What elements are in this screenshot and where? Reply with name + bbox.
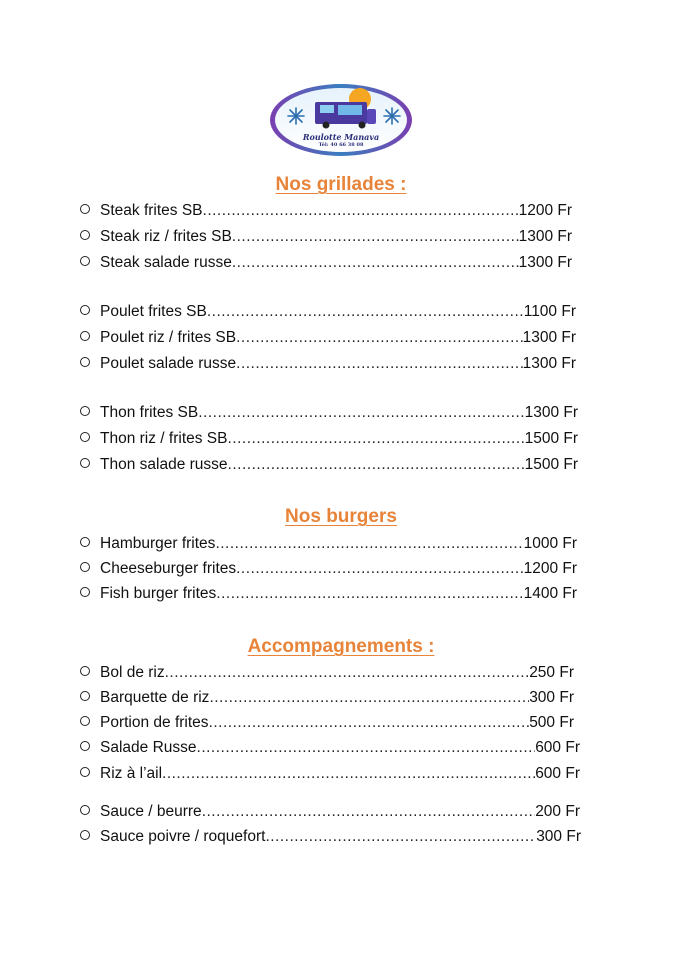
item-price: 300 Fr [529,689,574,706]
item-price: 1300 Fr [522,355,576,372]
leader-dots [232,251,519,275]
item-label: Steak riz / frites SB [100,228,232,245]
restaurant-logo [268,82,414,158]
menu-item [80,582,577,606]
leader-dots [236,352,522,376]
item-price: 1300 Fr [524,404,578,421]
section-title-accompagnements: Accompagnements : [247,636,435,657]
item-price: 1500 Fr [524,430,578,447]
bullet-icon [80,741,90,751]
item-label: Poulet salade russe [100,355,237,372]
item-label: Fish burger frites [100,585,217,602]
bullet-icon [80,230,90,240]
bullet-icon [80,805,90,815]
bullet-icon [80,691,90,701]
item-price: 1200 Fr [518,202,572,219]
item-label: Thon riz / frites SB [100,430,228,447]
menu-item [80,661,574,685]
item-price: 600 Fr [535,765,580,782]
menu-item [80,199,572,223]
leader-dots [203,199,519,223]
bullet-icon [80,357,90,367]
logo-phone: Tél: 40 66 38 08 [318,142,364,148]
leader-dots [228,453,525,477]
menu-item [80,736,580,760]
item-label: Salade Russe [100,739,197,756]
menu-item [80,800,580,824]
leader-dots [215,532,523,556]
item-label: Cheeseburger frites [100,560,237,577]
leader-dots [162,762,535,786]
leader-dots [236,557,523,581]
menu-item [80,427,578,451]
item-label: Hamburger frites [100,535,216,552]
leader-dots [236,326,522,350]
menu-item [80,352,576,376]
bullet-icon [80,537,90,547]
leader-dots [227,427,524,451]
menu-item [80,401,578,425]
item-label: Thon frites SB [100,404,199,421]
bullet-icon [80,406,90,416]
bullet-icon [80,562,90,572]
item-price: 1200 Fr [523,560,577,577]
item-price: 1300 Fr [522,329,576,346]
item-price: 600 Fr [535,739,580,756]
leader-dots [265,825,536,849]
bullet-icon [80,666,90,676]
leader-dots [232,225,519,249]
logo-name: Roulotte Manava [302,132,380,142]
leader-dots [202,800,536,824]
leader-dots [209,711,530,735]
item-label: Steak frites SB [100,202,203,219]
item-label: Barquette de riz [100,689,210,706]
item-price: 250 Fr [529,664,574,681]
leader-dots [198,401,524,425]
leader-dots [197,736,536,760]
bullet-icon [80,305,90,315]
item-label: Sauce poivre / roquefort [100,828,266,845]
item-price: 1100 Fr [523,303,576,320]
menu-item [80,251,572,275]
section-title-grillades: Nos grillades : [275,174,407,195]
item-price: 1300 Fr [518,228,572,245]
item-label: Poulet frites SB [100,303,207,320]
leader-dots [209,686,529,710]
item-label: Poulet riz / frites SB [100,329,237,346]
leader-dots [207,300,524,324]
bullet-icon [80,331,90,341]
item-label: Portion de frites [100,714,209,731]
bullet-icon [80,716,90,726]
menu-item [80,453,578,477]
menu-item [80,557,577,581]
menu-item [80,300,576,324]
item-label: Sauce / beurre [100,803,202,820]
bullet-icon [80,256,90,266]
section-title-burgers: Nos burgers [285,506,397,527]
item-price: 1400 Fr [523,585,577,602]
bullet-icon [80,587,90,597]
item-label: Thon salade russe [100,456,228,473]
item-price: 500 Fr [529,714,574,731]
menu-item [80,711,574,735]
item-price: 200 Fr [535,803,580,820]
item-label: Riz à l’ail [100,765,163,782]
menu-item [80,326,576,350]
item-label: Steak salade russe [100,254,232,271]
item-price: 1300 Fr [518,254,572,271]
item-price: 1500 Fr [524,456,578,473]
leader-dots [216,582,523,606]
bullet-icon [80,204,90,214]
bullet-icon [80,432,90,442]
item-price: 1000 Fr [523,535,577,552]
menu-item [80,686,574,710]
menu-item [80,762,580,786]
item-label: Bol de riz [100,664,165,681]
leader-dots [165,661,530,685]
menu-item [80,225,572,249]
bullet-icon [80,767,90,777]
menu-item [80,532,577,556]
bullet-icon [80,830,90,840]
item-price: 300 Fr [536,828,581,845]
bullet-icon [80,458,90,468]
menu-item [80,825,581,849]
